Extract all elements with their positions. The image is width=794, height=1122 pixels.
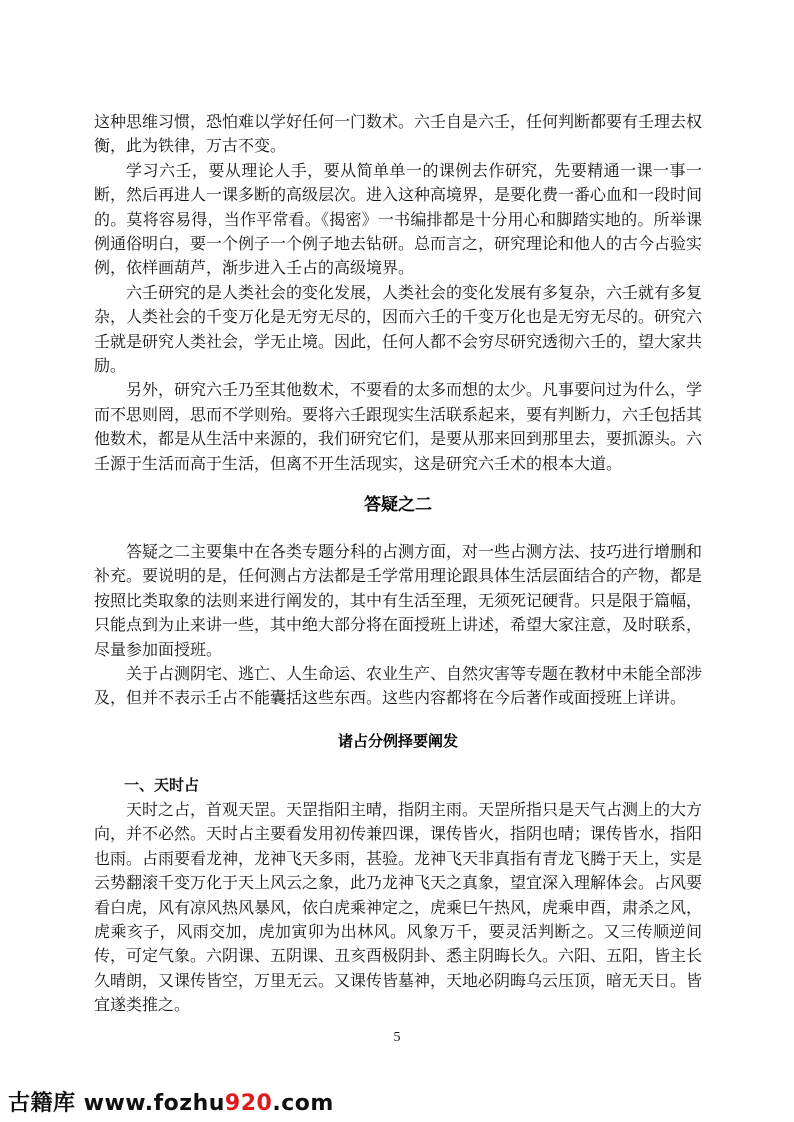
paragraph: 这种思维习惯，恐怕难以学好任何一门数术。六壬自是六壬，任何判断都要有壬理去权衡，此为铁律，万古不变。 — [94, 112, 703, 156]
body-text-section-2 — [94, 540, 702, 711]
body-text-section-1 — [94, 110, 702, 476]
paragraph: 学习六壬，要从理论人手，要从简单单一的课例去作研究，先要精通一课一事一断，然后再进人一课多断的高级层次。进入这种高境界，是要化费一番心血和一段时间的。莫将容易得，当作平常看。《揭密》一书编排都是十分用心和脚踏实地的。所举课例通俗明白，要一个例子一个例子地去钻研。总而言之，研究理论和他人的古今占验实例，依样画葫芦，渐步进入壬占的高级境界。 — [94, 160, 703, 278]
page-number: 5 — [393, 1030, 401, 1045]
watermark-prefix: 古籍库 www.fozhu — [8, 1091, 225, 1116]
subsection-heading: 诸占分例择要阐发 — [337, 732, 458, 750]
watermark-number: 920 — [224, 1091, 273, 1116]
paragraph: 另外，研究六壬乃至其他数术，不要看的太多而想的太少。凡事要问过为什么，学而不思则罔，思而不学则殆。要将六壬跟现实生活联系起来，要有判断力，六壬包括其他数术，都是从生活中来源的，我们研究它们，是要从那来回到那里去，要抓源头。六壬源于生活而高于生活，但离不开生活现实，这是研究六壬术的根本大道。 — [94, 380, 703, 473]
paragraph: 关于占测阴宅、逃亡、人生命运、农业生产、自然灾害等专题在教材中未能全部涉及，但并不表示壬占不能囊括这些东西。这些内容都将在今后著作或面授班上详讲。 — [94, 664, 703, 708]
paragraph: 天时之占，首观天罡。天罡指阳主晴，指阴主雨。天罡所指只是天气占测上的大方向，并不必然。天时占主要看发用初传兼四课，课传皆火，指阴也晴；课传皆水，指阳也雨。占雨要看龙神，龙神飞天多雨，甚验。龙神飞天非真指有青龙飞腾于天上，实是云势翻滚千变万化于天上风云之象，此乃龙神飞天之真象，望宜深入理解体会。占风要看白虎，风有凉风热风暴风，依白虎乘神定之，虎乘巳午热风，虎乘申酉，肃杀之风，虎乘亥子，风雨交加，虎加寅卯为出林风。风象万千，要灵活判断之。又三传顺逆间传，可定气象。六阴课、五阴课、丑亥酉极阴卦、悉主阴晦长久。六阳、五阳，皆主长久晴朗，又课传皆空，万里无云。又课传皆墓神，天地必阴晦乌云压顶，暗无天日。皆宜遂类推之。 — [94, 800, 703, 1015]
body-text-section-3 — [94, 798, 702, 1018]
paragraph: 答疑之二主要集中在各类专题分科的占测方面，对一些占测方法、技巧进行增删和补充。要说明的是，任何测占方法都是壬学常用理论跟具体生活层面结合的产物，都是按照比类取象的法则来进行阐发的，其中有生活至理，无须死记硬背。只是限于篇幅，只能点到为止来讲一些，其中绝大部分将在面授班上讲述，希望大家注意，及时联系，尽量参加面授班。 — [94, 542, 703, 659]
site-watermark — [8, 1086, 334, 1117]
topic-heading: 一、天时占 — [124, 776, 200, 794]
section-heading: 答疑之二 — [364, 495, 432, 515]
watermark-suffix: .com — [272, 1091, 334, 1116]
paragraph: 六壬研究的是人类社会的变化发展，人类社会的变化发展有多复杂，六壬就有多复杂，人类社会的千变万化是无穷无尽的，因而六壬的千变万化也是无穷无尽的。研究六壬就是研究人类社会，学无止境。因此，任何人都不会穷尽研究透彻六壬的，望大家共励。 — [94, 282, 703, 376]
